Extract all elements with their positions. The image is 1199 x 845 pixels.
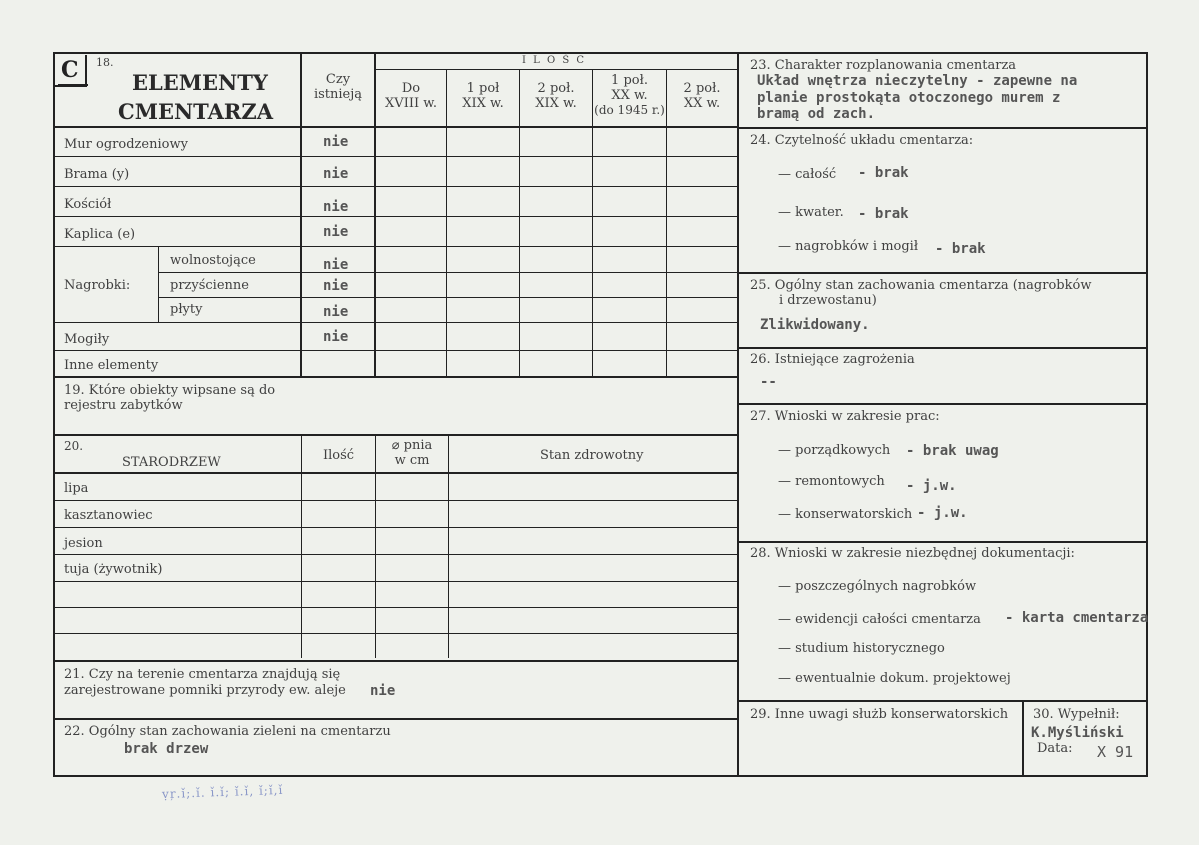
q24-item-nagrobkow: — nagrobków i mogił	[778, 239, 919, 254]
col-header-1pol-xix: 1 poł XIX w.	[462, 81, 504, 111]
col-header-2pol-xx: 2 poł. XX w.	[683, 81, 721, 111]
q20-col-ilosc: Ilość	[323, 448, 355, 463]
value-kaplica: nie	[323, 224, 349, 240]
row-label-kaplica: Kaplica (e)	[64, 227, 136, 242]
value-mogily: nie	[323, 329, 349, 345]
ilosc-header: I L O Ś C	[522, 55, 587, 66]
q27-answer-remontowych: - j.w.	[906, 478, 957, 494]
q27-answer-porzadkowych: - brak uwag	[906, 443, 999, 459]
row-label-wolnostojace: wolnostojące	[170, 253, 256, 268]
q20-col-stan: Stan zdrowotny	[540, 448, 644, 463]
q22-answer: brak drzew	[124, 741, 209, 757]
q27-item-porzadkowych: — porządkowych	[778, 443, 891, 458]
row-label-kosciol: Kościół	[64, 197, 112, 212]
q25-label-2: i drzewostanu)	[779, 293, 877, 308]
col-header-do-xviii: Do XVIII w.	[385, 81, 437, 111]
q24-answer-calosc: - brak	[858, 165, 909, 181]
section-letter: C	[61, 57, 79, 83]
q25-label-1: 25. Ogólny stan zachowania cmentarza (nagrobków	[750, 278, 1092, 293]
row-label-mogily: Mogiły	[64, 332, 110, 347]
q24-item-calosc: — całość	[778, 167, 837, 182]
q24-answer-nagrobkow: - brak	[935, 241, 986, 257]
q30-data-label: Data:	[1037, 741, 1073, 756]
q22-label: 22. Ogólny stan zachowania zieleni na cmentarzu	[64, 724, 391, 739]
q29-label: 29. Inne uwagi służb konserwatorskich	[750, 707, 1009, 722]
q20-number: 20.	[64, 439, 84, 453]
row-label-brama: Brama (y)	[64, 167, 130, 182]
q23-answer-3: bramą od zach.	[757, 106, 876, 122]
row-label-inne: Inne elementy	[64, 358, 159, 373]
q25-answer: Zlikwidowany.	[760, 317, 870, 333]
q28-label: 28. Wnioski w zakresie niezbędnej dokumentacji:	[750, 546, 1075, 561]
section-title-1: ELEMENTY	[132, 70, 268, 95]
section-title-2: CMENTARZA	[118, 99, 274, 124]
q20-col-pnia: ⌀ pnia w cm	[391, 438, 433, 468]
col-header-2pol-xix: 2 poł. XIX w.	[535, 81, 577, 111]
q27-item-remontowych: — remontowych	[778, 474, 885, 489]
czy-header: Czy istnieją	[313, 72, 363, 102]
q21-line2: zarejestrowane pomniki przyrody ew. aleje	[64, 683, 346, 698]
row-label-przyscienne: przyścienne	[170, 278, 249, 293]
value-przyscienne: nie	[323, 278, 349, 294]
q30-name: K.Myśliński	[1031, 725, 1124, 741]
row-label-plyty: płyty	[170, 302, 203, 317]
q30-label: 30. Wypełnił:	[1033, 707, 1120, 722]
value-brama: nie	[323, 166, 349, 182]
col-header-1pol-xx: 1 poł. XX w. (do 1945 r.)	[594, 73, 665, 117]
q26-answer: --	[760, 374, 777, 390]
q19-line1: 19. Które obiekty wipsane są do	[64, 383, 276, 398]
value-plyty: nie	[323, 304, 349, 320]
q28-item-ewidencji: — ewidencji całości cmentarza	[778, 612, 981, 627]
q30-data-value: X 91	[1097, 743, 1134, 761]
tree-kasztanowiec: kasztanowiec	[64, 508, 153, 523]
value-kosciol: nie	[323, 199, 349, 215]
q21-line1: 21. Czy na terenie cmentarza znajdują się	[64, 667, 341, 682]
q27-answer-konserwatorskich: - j.w.	[917, 505, 968, 521]
q26-label: 26. Istniejące zagrożenia	[750, 352, 915, 367]
row-label-mur: Mur ogrodzeniowy	[64, 137, 188, 152]
q24-label: 24. Czytelność układu cmentarza:	[750, 133, 974, 148]
q24-answer-kwater: - brak	[858, 206, 909, 222]
value-wolnostojace: nie	[323, 257, 349, 273]
q28-item-nagrobkow: — poszczególnych nagrobków	[778, 579, 977, 594]
q24-item-kwater: — kwater.	[778, 205, 844, 220]
q28-item-studium: — studium historycznego	[778, 641, 945, 656]
q27-label: 27. Wnioski w zakresie prac:	[750, 409, 940, 424]
q28-answer-ewidencji: - karta cmentarza	[1005, 610, 1149, 626]
q21-answer: nie	[370, 683, 396, 699]
q19-line2: rejestru zabytków	[64, 398, 183, 413]
q23-answer-1: Układ wnętrza nieczytelny - zapewne na	[757, 73, 1078, 89]
tree-jesion: jesion	[64, 536, 103, 551]
tree-tuja: tuja (żywotnik)	[64, 562, 163, 577]
value-mur: nie	[323, 134, 349, 150]
q23-label: 23. Charakter rozplanowania cmentarza	[750, 58, 1017, 73]
q27-item-konserwatorskich: — konserwatorskich	[778, 507, 913, 522]
q23-answer-2: planie prostokąta otoczonego murem z	[757, 90, 1061, 106]
q28-item-projektowej: — ewentualnie dokum. projektowej	[778, 671, 1011, 686]
section-number: 18.	[96, 56, 114, 69]
row-label-nagrobki: Nagrobki:	[64, 278, 131, 293]
tree-lipa: lipa	[64, 481, 89, 496]
q20-title: STARODRZEW	[122, 455, 221, 470]
stamp-mark: ṿŗ.ǐ;.ǐ. ǐ.ǐ; ǐ.ǐ, ǐ;ǐ,ǐ	[161, 782, 284, 802]
